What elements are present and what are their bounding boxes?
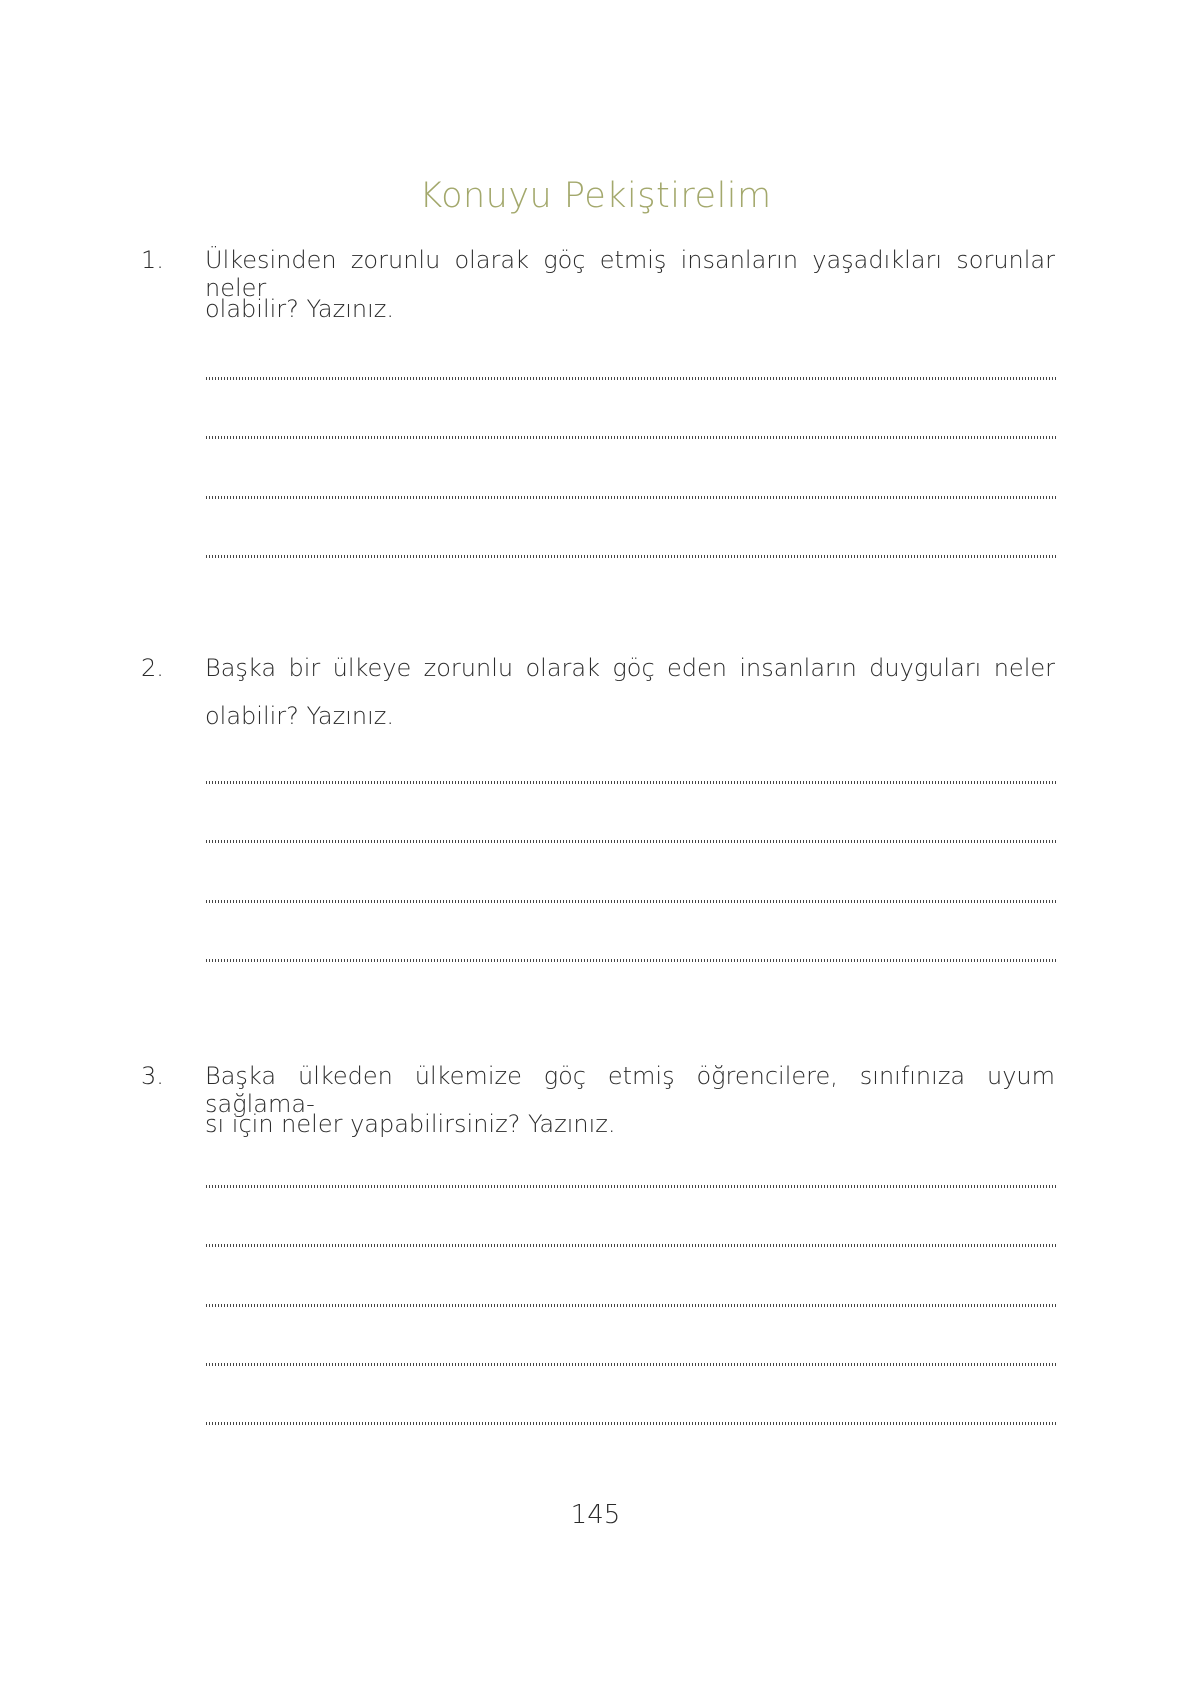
question-3-text-line-2: sı için neler yapabilirsiniz? Yazınız. (205, 1110, 616, 1138)
answer-line[interactable] (206, 1363, 1058, 1366)
page-title: Konuyu Pekiştirelim (419, 176, 772, 216)
answer-line[interactable] (206, 1244, 1058, 1247)
answer-line[interactable] (206, 555, 1058, 558)
question-3-number: 3. (141, 1062, 164, 1090)
answer-line[interactable] (206, 436, 1058, 439)
question-2-number: 2. (141, 654, 164, 682)
question-1-number: 1. (141, 246, 164, 274)
answer-line[interactable] (206, 781, 1058, 784)
answer-line[interactable] (206, 900, 1058, 903)
question-1-text-line-1: Ülkesinden zorunlu olarak göç etmiş insanların yaşadıkları sorunlar neler (205, 246, 1055, 302)
answer-line[interactable] (206, 959, 1058, 962)
answer-line[interactable] (206, 840, 1058, 843)
answer-line[interactable] (206, 1304, 1058, 1307)
page-number: 145 (570, 1500, 621, 1530)
answer-line[interactable] (206, 1185, 1058, 1188)
question-3-text-line-1: Başka ülkeden ülkemize göç etmiş öğrencilere, sınıfınıza uyum sağlama- (205, 1062, 1055, 1118)
answer-line[interactable] (206, 377, 1058, 380)
answer-line[interactable] (206, 496, 1058, 499)
question-2-text-line-1: Başka bir ülkeye zorunlu olarak göç eden insanların duyguları neler (205, 654, 1055, 682)
answer-line[interactable] (206, 1422, 1058, 1425)
question-1-text-line-2: olabilir? Yazınız. (205, 295, 394, 323)
question-2-text-line-2: olabilir? Yazınız. (205, 702, 394, 730)
